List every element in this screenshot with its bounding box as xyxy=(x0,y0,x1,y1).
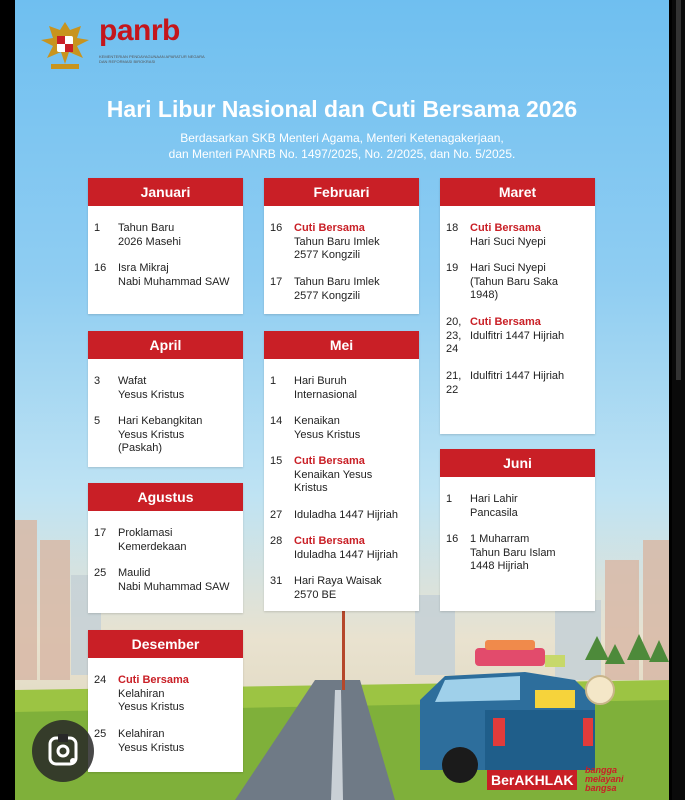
month-card-januari: Januari 1 Tahun Baru 2026 Masehi 16 Isra Mikraj Nabi Muhammad SAW xyxy=(88,178,243,314)
month-card-mei: Mei 1 Hari Buruh Internasional 14 Kenaikan Yesus Kristus 15 Cuti Bersama Kenaikan Yesus Kristus 27 Iduladha 1447 Hijriah 28 Cuti Bersama Iduladha 1447 Hijriah 31 Hari Raya Waisak 2570 BE xyxy=(264,331,419,611)
month-header: Desember xyxy=(88,630,243,658)
holiday-date: 16 xyxy=(270,222,283,234)
month-header: Januari xyxy=(88,178,243,206)
berakhlak-logo: BerAKHLAK xyxy=(487,770,577,790)
poster-subtitle: Berdasarkan SKB Menteri Agama, Menteri Ketenagakerjaan, dan Menteri PANRB No. 1497/2025, No. 2/2025, dan No. 5/2025. xyxy=(168,131,516,161)
scrollbar-thumb[interactable] xyxy=(676,0,681,380)
holiday-date: 17 xyxy=(270,276,283,288)
month-card-juni: Juni 1 Hari Lahir Pancasila 16 1 Muharram Tahun Baru Islam 1448 Hijriah xyxy=(440,449,595,611)
month-header: Februari xyxy=(264,178,419,206)
holiday-date: 27 xyxy=(270,509,283,521)
holiday-date: 3 xyxy=(94,375,101,387)
month-header: Mei xyxy=(264,331,419,359)
holiday-date: 24 xyxy=(94,674,107,686)
holiday-date: 17 xyxy=(94,527,107,539)
month-header: April xyxy=(88,331,243,359)
month-header: Maret xyxy=(440,178,595,206)
holiday-date: 15 xyxy=(270,455,283,467)
holiday-date: 1 xyxy=(270,375,277,387)
month-card-agustus: Agustus 17 Proklamasi Kemerdekaan 25 Maulid Nabi Muhammad SAW xyxy=(88,483,243,613)
holiday-date: 19 xyxy=(446,262,459,274)
month-header: Juni xyxy=(440,449,595,477)
garuda-emblem-icon xyxy=(37,16,93,72)
lens-icon xyxy=(32,720,94,782)
holiday-date: 31 xyxy=(270,575,283,587)
month-card-februari: Februari 16 Cuti Bersama Tahun Baru Imlek 2577 Kongzili 17 Tahun Baru Imlek 2577 Kongzili xyxy=(264,178,419,314)
holiday-date: 14 xyxy=(270,415,283,427)
holiday-date: 5 xyxy=(94,415,101,427)
holiday-date: 16 xyxy=(446,533,459,545)
lens-search-button[interactable] xyxy=(32,720,94,782)
holiday-date: 1 xyxy=(446,493,453,505)
holiday-date: 20, 23, 24 xyxy=(446,316,462,355)
holiday-date: 16 xyxy=(94,262,107,274)
scrollbar[interactable] xyxy=(672,0,685,800)
poster-title: Hari Libur Nasional dan Cuti Bersama 2026 xyxy=(106,96,578,122)
holiday-date: 25 xyxy=(94,567,107,579)
month-card-maret: Maret 18 Cuti Bersama Hari Suci Nyepi 19 Hari Suci Nyepi (Tahun Baru Saka 1948) 20, 23, 24 Cuti Bersama Idulfitri 1447 Hijriah 21, 22 Idulfitri 1447 Hijriah xyxy=(440,178,595,434)
bangga-melayani-bangsa-logo: bangga melayani bangsa xyxy=(585,765,624,793)
holiday-poster xyxy=(15,0,669,800)
holiday-date: 28 xyxy=(270,535,283,547)
holiday-date: 18 xyxy=(446,222,459,234)
panrb-logo-text: panrb xyxy=(99,14,180,47)
holiday-date: 21, 22 xyxy=(446,370,462,396)
holiday-date: 1 xyxy=(94,222,101,234)
holiday-date: 25 xyxy=(94,728,107,740)
month-header: Agustus xyxy=(88,483,243,511)
panrb-logo-subtext: KEMENTERIAN PENDAYAGUNAAN APARATUR NEGARA DAN REFORMASI BIROKRASI xyxy=(99,54,205,64)
month-card-desember: Desember 24 Cuti Bersama Kelahiran Yesus Kristus 25 Kelahiran Yesus Kristus xyxy=(88,630,243,772)
month-card-april: April 3 Wafat Yesus Kristus 5 Hari Kebangkitan Yesus Kristus (Paskah) xyxy=(88,331,243,467)
